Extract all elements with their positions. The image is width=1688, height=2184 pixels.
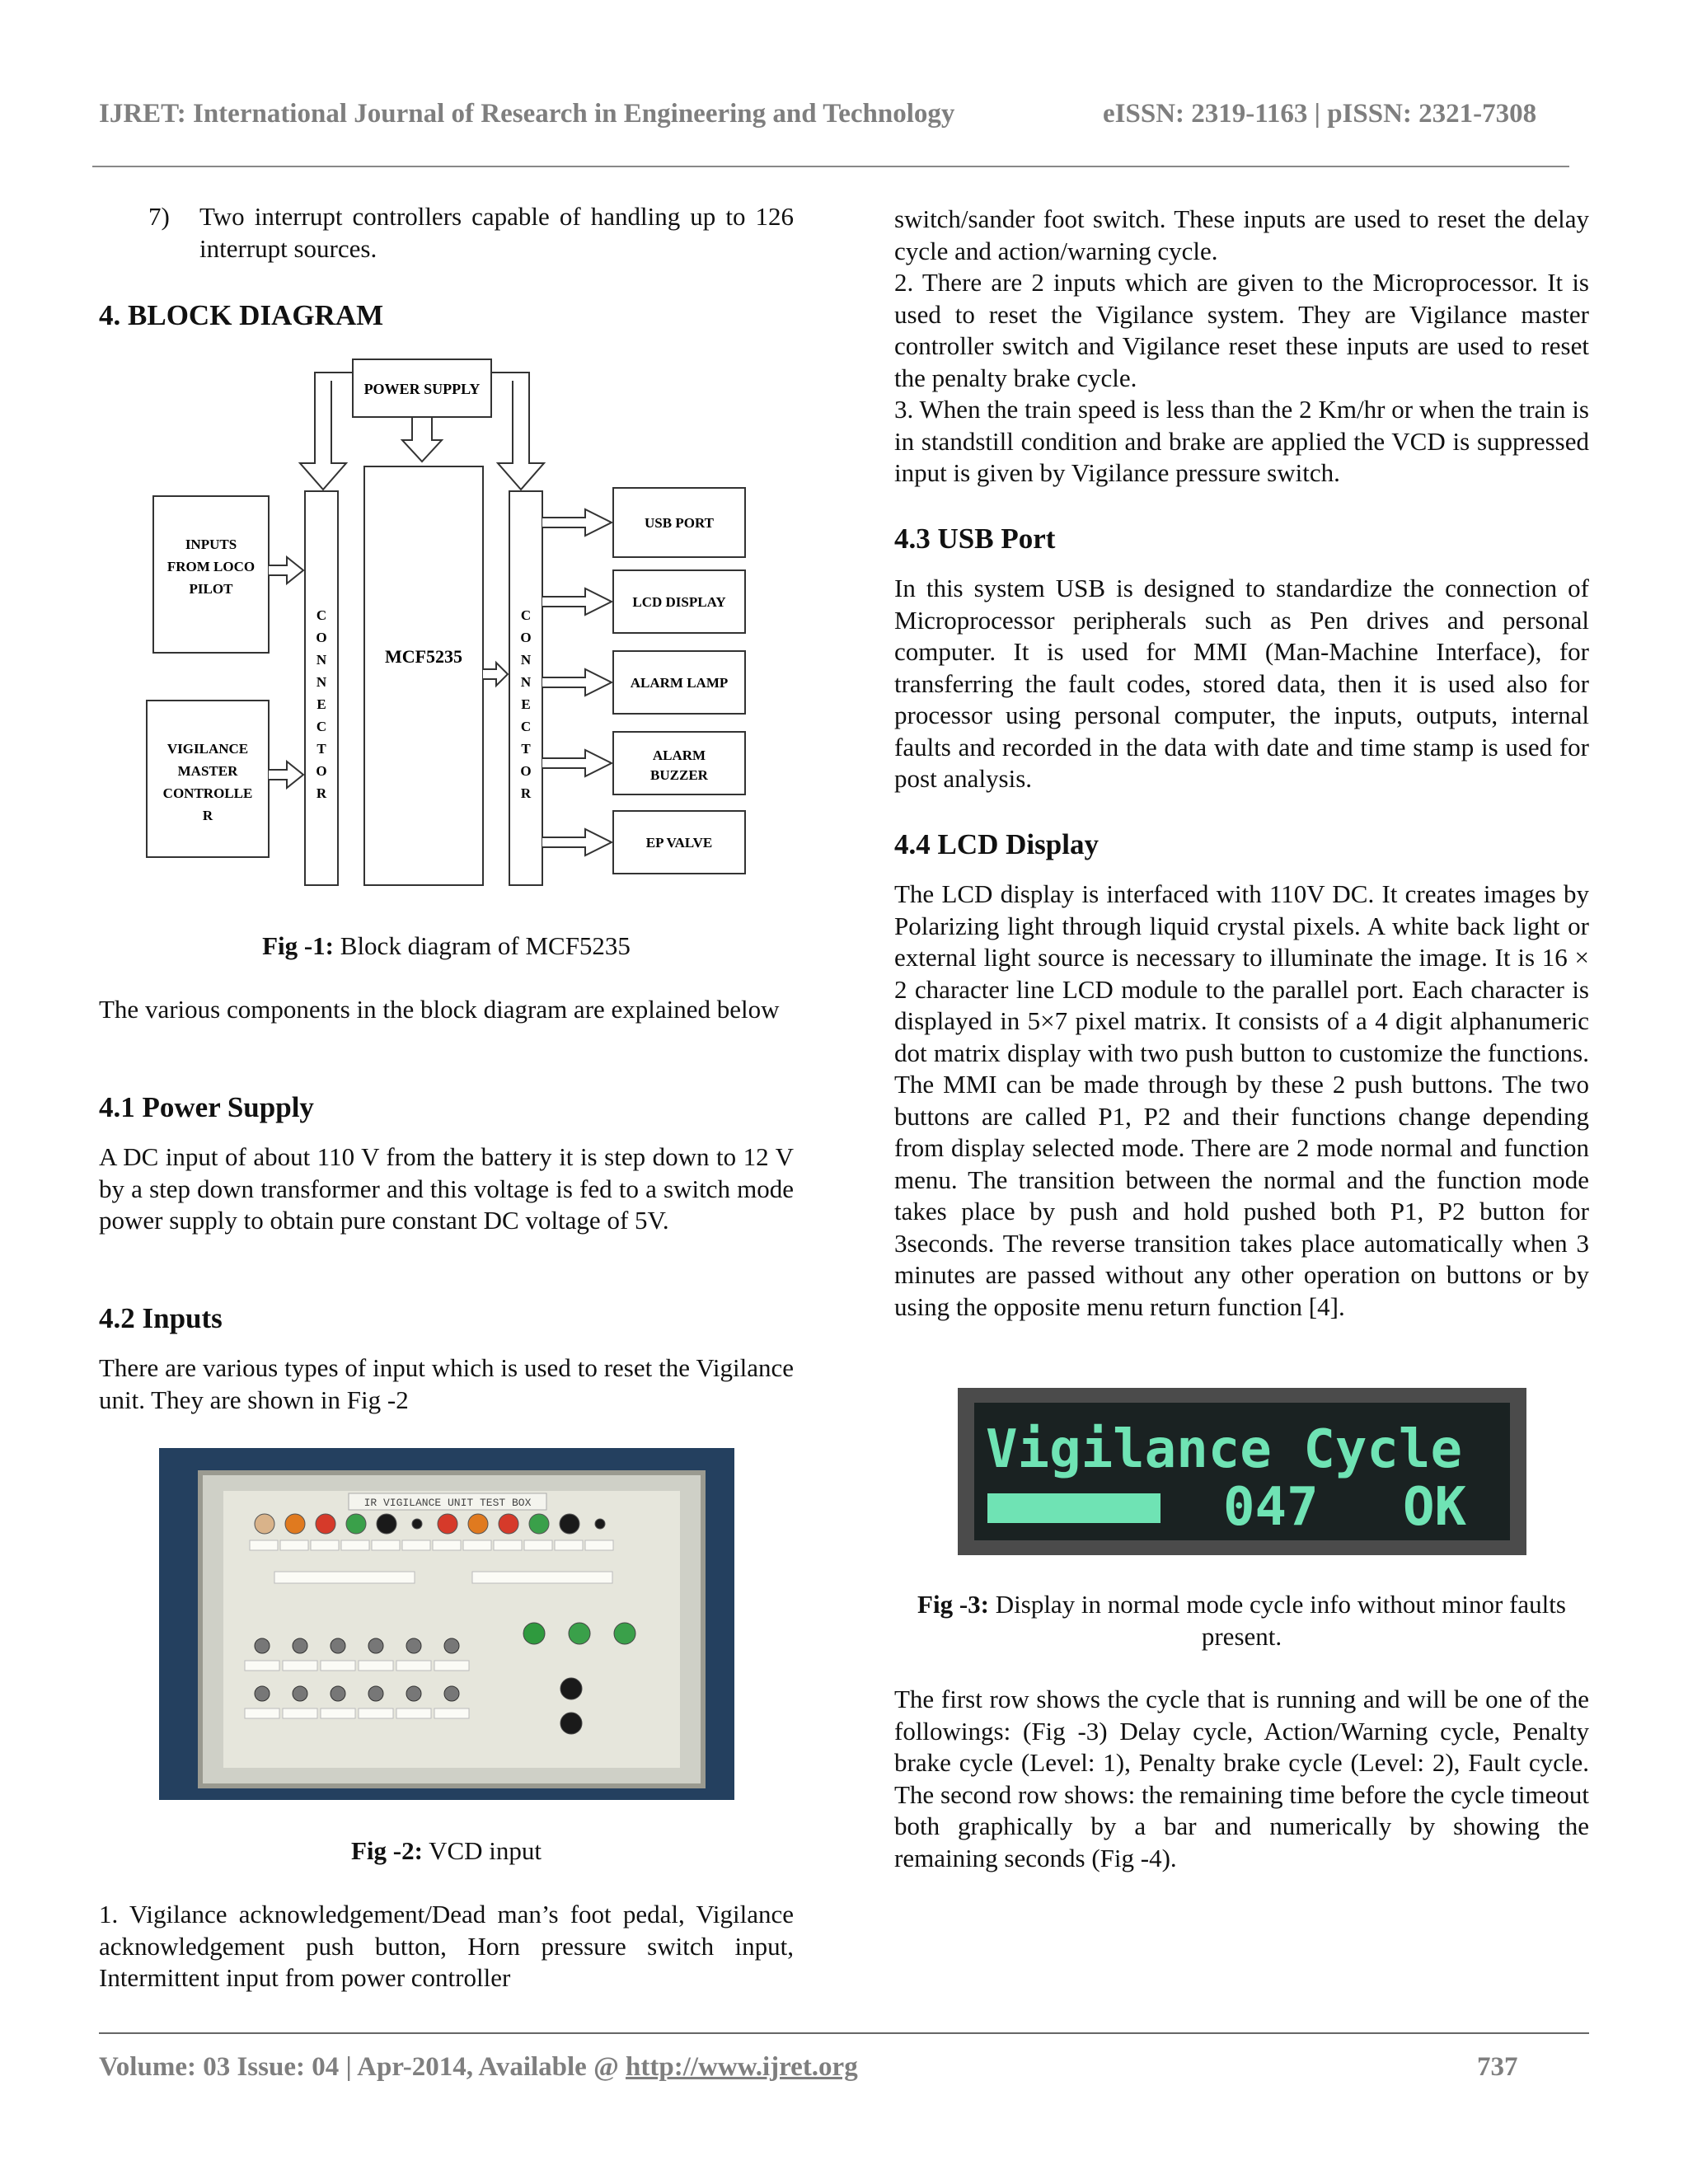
toggle-switch xyxy=(368,1686,383,1701)
panel-label-strip xyxy=(372,1540,400,1550)
footer-rule xyxy=(99,2032,1589,2034)
output-label-line: EP VALVE xyxy=(645,835,713,851)
mcu-label: MCF5235 xyxy=(384,646,463,667)
panel-knob xyxy=(614,1623,635,1644)
panel-label-strip xyxy=(283,1708,317,1718)
toggle-switch xyxy=(406,1638,421,1653)
connector-letter: E xyxy=(521,696,531,712)
output-arrow xyxy=(542,509,612,536)
section-title-usb-port: 4.3 USB Port xyxy=(894,523,1056,555)
toggle-switch xyxy=(255,1686,270,1701)
power-supply-label: POWER SUPPLY xyxy=(363,381,481,397)
list-item-1: 1. Vigilance acknowledgement/Dead man’s foot pedal, Vigilance acknowledgement push button, Horn pressure switch input, Intermittent input from power controller xyxy=(99,1900,794,1992)
fig1-label: Fig -1: xyxy=(262,931,335,960)
panel-button xyxy=(560,1514,579,1534)
power-arrow-left xyxy=(300,373,353,490)
connector-letter: C xyxy=(520,607,532,623)
panel-label-strip xyxy=(250,1540,278,1550)
panel-label-strip xyxy=(585,1540,613,1550)
panel-label-strip xyxy=(434,1661,469,1671)
connector-letter: O xyxy=(316,763,327,779)
list-item-2: 2. There are 2 inputs which are given to the Microprocessor. It is used to reset the Vigilance system. They are Vigilance master controller switch and Vigilance reset these inputs are used to reset the penalty brake cycle. xyxy=(894,268,1589,392)
panel-label-strip xyxy=(396,1708,431,1718)
lcd-display-photo xyxy=(958,1388,1526,1555)
output-label xyxy=(645,515,715,531)
toggle-switch xyxy=(331,1638,345,1653)
inputs-loco-line: PILOT xyxy=(189,581,233,597)
usb-paragraph: In this system USB is designed to standardize the connection of Microprocessor peripherals such as Pen drives and personal computer. It is used for MMI (Man-Machine Interface), for transferring the fault codes, stored data, then it is used also for processor using personal computer, the inputs, outputs, internal faults and recorded in the data with date and time stamp is used for post analysis. xyxy=(894,574,1589,793)
lcd-seconds-value: 047 xyxy=(1223,1477,1319,1538)
output-arrow xyxy=(542,669,612,696)
fig3-label: Fig -3: xyxy=(917,1590,989,1619)
fig1-text: Block diagram of MCF5235 xyxy=(334,931,631,960)
panel-label-strip xyxy=(245,1661,279,1671)
connector-left-label xyxy=(316,607,326,801)
connector-letter: C xyxy=(316,719,327,734)
mcu-box xyxy=(364,466,483,885)
panel-label-strip xyxy=(494,1540,522,1550)
intro-paragraph: The various components in the block diagram are explained below xyxy=(99,995,780,1024)
panel-button xyxy=(285,1514,305,1534)
panel-knob xyxy=(560,1678,582,1699)
block-diagram-figure xyxy=(140,358,750,893)
issn-header: eISSN: 2319-1163 | pISSN: 2321-7308 xyxy=(1103,99,1537,129)
connector-letter: O xyxy=(520,763,532,779)
section-4-container xyxy=(99,299,794,332)
lcd-paragraph: The LCD display is interfaced with 110V DC. It creates images by Polarizing light through liquid crystal pixels. A white back light or external light source is necessary to illuminate the image. It is 16 × 2 character line LCD module to the parallel port. Each character is displayed in 5×7 pixel matrix. It consists of a 4 digit alphanumeric dot matrix display with two push button to customize the functions. The MMI can be made through by these 2 push buttons. The two buttons are called P1, P2 and their functions change depending from display selected mode. There are 2 mode normal and function menu. The transition between the normal and the function mode takes place by push and hold pushed both P1, P2 button for 3seconds. The reverse transition takes place automatically when 3 minutes are passed without any other operation on buttons or by using the opposite menu return function [4]. xyxy=(894,879,1589,1321)
footer-volume-text: Volume: 03 Issue: 04 | Apr-2014, Available @ xyxy=(99,2052,626,2082)
list-number: 7) xyxy=(148,202,170,231)
output-label-line: LCD DISPLAY xyxy=(632,594,726,610)
power-arrow-right xyxy=(491,373,544,490)
panel-label-strip xyxy=(245,1708,279,1718)
toggle-switch xyxy=(406,1686,421,1701)
panel-button xyxy=(412,1519,422,1529)
panel-button xyxy=(595,1519,605,1529)
inputs-paragraph: There are various types of input which is used to reset the Vigilance unit. They are shown in Fig -2 xyxy=(99,1353,794,1414)
mcu-out-arrow xyxy=(483,663,508,686)
output-arrow xyxy=(542,750,612,776)
vigilance-line: MASTER xyxy=(177,763,238,779)
inputs-continued-paragraph: switch/sander foot switch. These inputs are used to reset the delay cycle and action/warning cycle. xyxy=(894,204,1589,265)
panel-label-strip xyxy=(280,1540,308,1550)
vigilance-line: R xyxy=(202,808,213,823)
toggle-switch xyxy=(368,1638,383,1653)
output-label-line: USB PORT xyxy=(645,515,714,531)
connector-letter: C xyxy=(520,719,532,734)
lcd-status: OK xyxy=(1403,1477,1467,1538)
panel-label-strip xyxy=(402,1540,430,1550)
output-boxes xyxy=(542,488,745,874)
output-arrow xyxy=(542,588,612,615)
fig2-label: Fig -2: xyxy=(350,1836,423,1865)
lcd-progress-bar xyxy=(987,1493,1160,1523)
connector-letter: N xyxy=(520,652,532,668)
toggle-switch xyxy=(293,1638,307,1653)
connector-letter: N xyxy=(316,652,327,668)
inputs-loco-box xyxy=(153,496,269,653)
panel-button xyxy=(316,1514,335,1534)
connector-letter: T xyxy=(521,741,531,757)
panel-button xyxy=(468,1514,488,1534)
connector-letter: T xyxy=(316,741,326,757)
panel-button xyxy=(529,1514,549,1534)
toggle-switch xyxy=(444,1686,459,1701)
panel-label-strip xyxy=(396,1661,431,1671)
vigilance-line: VIGILANCE xyxy=(166,741,249,757)
footer-volume xyxy=(99,2052,858,2083)
connector-letter: N xyxy=(520,674,532,690)
input-arrow-1 xyxy=(269,557,303,583)
section-title-inputs: 4.2 Inputs xyxy=(99,1302,223,1334)
panel-label-strip xyxy=(321,1708,355,1718)
panel-knob xyxy=(523,1623,545,1644)
test-box-title: IR VIGILANCE UNIT TEST BOX xyxy=(363,1497,532,1509)
inputs-loco-line: FROM LOCO xyxy=(166,559,256,574)
connector-letter: O xyxy=(316,630,327,645)
list-text: Two interrupt controllers capable of handling up to 126 interrupt sources. xyxy=(199,202,794,263)
vcd-input-photo xyxy=(159,1448,734,1800)
panel-button xyxy=(499,1514,518,1534)
panel-knob xyxy=(569,1623,590,1644)
fig3-text: Display in normal mode cycle info without minor faults present. xyxy=(989,1590,1566,1651)
output-arrow xyxy=(542,829,612,855)
section-title-power-supply: 4.1 Power Supply xyxy=(99,1091,314,1123)
panel-label-strip xyxy=(524,1540,552,1550)
panel-knob xyxy=(560,1713,582,1734)
journal-header: IJRET: International Journal of Research in Engineering and Technology xyxy=(99,99,955,129)
panel-label-strip xyxy=(283,1661,317,1671)
output-label xyxy=(646,835,712,851)
connector-letter: R xyxy=(520,785,532,801)
panel-button xyxy=(438,1514,457,1534)
vigilance-box xyxy=(147,701,269,857)
fig2-text: VCD input xyxy=(422,1836,542,1865)
fig1-caption xyxy=(99,931,794,961)
output-label-line: ALARM LAMP xyxy=(630,675,729,691)
panel-label-strip xyxy=(359,1708,393,1718)
panel-button xyxy=(346,1514,366,1534)
lcd-row-1: Vigilance Cycle xyxy=(986,1419,1462,1480)
connector-letter: O xyxy=(520,630,532,645)
list-item-3: 3. When the train speed is less than the 2 Km/hr or when the train is in standstill condition and brake are applied the VCD is suppressed input is given by Vigilance pressure switch. xyxy=(894,395,1589,487)
panel-label-strip xyxy=(463,1540,491,1550)
panel-label-strip xyxy=(434,1708,469,1718)
panel-label-strip xyxy=(472,1572,612,1583)
panel-button xyxy=(377,1514,396,1534)
section-title-lcd-display: 4.4 LCD Display xyxy=(894,828,1099,860)
connector-letter: E xyxy=(316,696,326,712)
connector-right-label xyxy=(520,607,531,801)
power-supply-paragraph: A DC input of about 110 V from the battery it is step down to 12 V by a step down transformer and this voltage is fed to a switch mode power supply to obtain pure constant DC voltage of 5V. xyxy=(99,1142,794,1235)
connector-letter: N xyxy=(316,674,327,690)
cycle-paragraph: The first row shows the cycle that is running and will be one of the followings: (Fig -3) Delay cycle, Action/Warning cycle, Penalty brake cycle (Level: 1), Penalty brake cycle (Level: 2), Fault cycle. The second row shows: the remaining time before the cycle timeout both graphically by a bar and numerically by showing the remaining seconds (Fig -4). xyxy=(894,1685,1589,1872)
panel-label-strip xyxy=(341,1540,369,1550)
fig3-caption xyxy=(894,1589,1589,1652)
toggle-switch xyxy=(255,1638,270,1653)
panel-label-strip xyxy=(433,1540,461,1550)
inputs-loco-line: INPUTS xyxy=(185,537,237,552)
panel-label-strip xyxy=(321,1661,355,1671)
footer-link[interactable]: http://www.ijret.org xyxy=(626,2052,858,2082)
connector-letter: R xyxy=(316,785,327,801)
output-label-line: BUZZER xyxy=(650,767,708,783)
panel-button xyxy=(255,1514,274,1534)
input-arrow-2 xyxy=(269,762,303,788)
panel-label-strip xyxy=(274,1572,415,1583)
toggle-switch xyxy=(444,1638,459,1653)
panel-label-strip xyxy=(555,1540,583,1550)
power-arrow-center xyxy=(402,417,442,462)
toggle-switch xyxy=(331,1686,345,1701)
output-label xyxy=(632,594,725,610)
panel-label-strip xyxy=(359,1661,393,1671)
connector-letter: C xyxy=(316,607,327,623)
vigilance-line: CONTROLLE xyxy=(162,785,253,801)
output-label xyxy=(631,675,729,691)
page-number: 737 xyxy=(1477,2052,1518,2082)
output-box-alarm-buzzer xyxy=(613,732,745,794)
section-title-block-diagram: 4. BLOCK DIAGRAM xyxy=(99,299,384,331)
fig2-caption xyxy=(99,1836,794,1866)
toggle-switch xyxy=(293,1686,307,1701)
output-label-line: ALARM xyxy=(652,748,706,763)
header-rule xyxy=(92,166,1569,167)
panel-label-strip xyxy=(311,1540,339,1550)
